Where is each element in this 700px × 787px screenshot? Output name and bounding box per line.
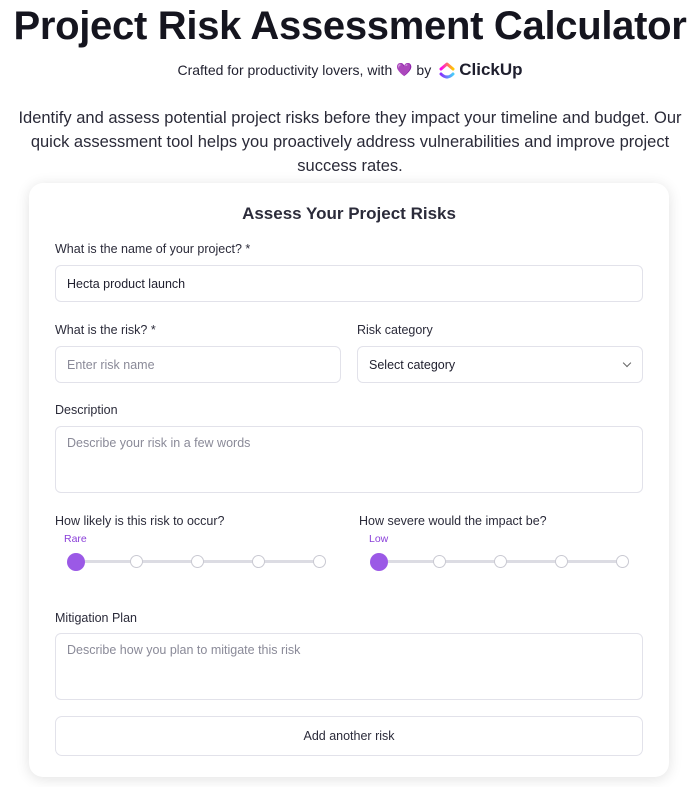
project-name-input[interactable]: Hecta product launch	[55, 265, 643, 302]
clickup-logo-icon	[439, 61, 455, 79]
risk-category-select[interactable]	[357, 346, 643, 383]
page-title: Project Risk Assessment Calculator	[13, 4, 687, 48]
slider-stop[interactable]	[191, 555, 204, 568]
description-label: Description	[55, 403, 118, 417]
add-another-risk-button[interactable]: Add another risk	[55, 716, 643, 756]
slider-stop[interactable]	[494, 555, 507, 568]
mitigation-textarea[interactable]: Describe how you plan to mitigate this risk	[55, 633, 643, 700]
subtitle	[0, 60, 700, 80]
chevron-down-icon	[623, 359, 631, 367]
likelihood-value: Rare	[64, 533, 87, 545]
form-title: Assess Your Project Risks	[242, 204, 456, 223]
slider-stop[interactable]	[252, 555, 265, 568]
slider-stop[interactable]	[616, 555, 629, 568]
slider-stop[interactable]	[313, 555, 326, 568]
brand-name: ClickUp	[459, 60, 523, 79]
clickup-logo[interactable]	[439, 60, 522, 80]
slider-stop[interactable]	[433, 555, 446, 568]
by-text: by	[416, 62, 432, 78]
slider-stop[interactable]	[130, 555, 143, 568]
category-label: Risk category	[357, 323, 433, 337]
risk-form-card	[29, 183, 669, 777]
subtitle-text: Crafted for productivity lovers, with	[177, 62, 393, 78]
heart-icon: 💜	[396, 62, 413, 77]
description-textarea[interactable]: Describe your risk in a few words	[55, 426, 643, 493]
project-label: What is the name of your project? *	[55, 242, 251, 256]
category-value: Select category	[369, 357, 456, 372]
likelihood-label: How likely is this risk to occur?	[55, 514, 225, 528]
impact-slider[interactable]	[379, 560, 622, 563]
mitigation-label: Mitigation Plan	[55, 611, 137, 625]
slider-thumb[interactable]	[370, 553, 388, 571]
likelihood-slider[interactable]	[76, 560, 319, 563]
risk-name-input[interactable]: Enter risk name	[55, 346, 341, 383]
impact-value: Low	[369, 533, 389, 545]
impact-label: How severe would the impact be?	[359, 514, 547, 528]
risk-label: What is the risk? *	[55, 323, 156, 337]
slider-stop[interactable]	[555, 555, 568, 568]
slider-thumb[interactable]	[67, 553, 85, 571]
intro-text: Identify and assess potential project risks before they impact your timeline and budget. Our quick assessment tool helps you proactively address vulnerabilities and improve project success rates.	[18, 109, 682, 175]
